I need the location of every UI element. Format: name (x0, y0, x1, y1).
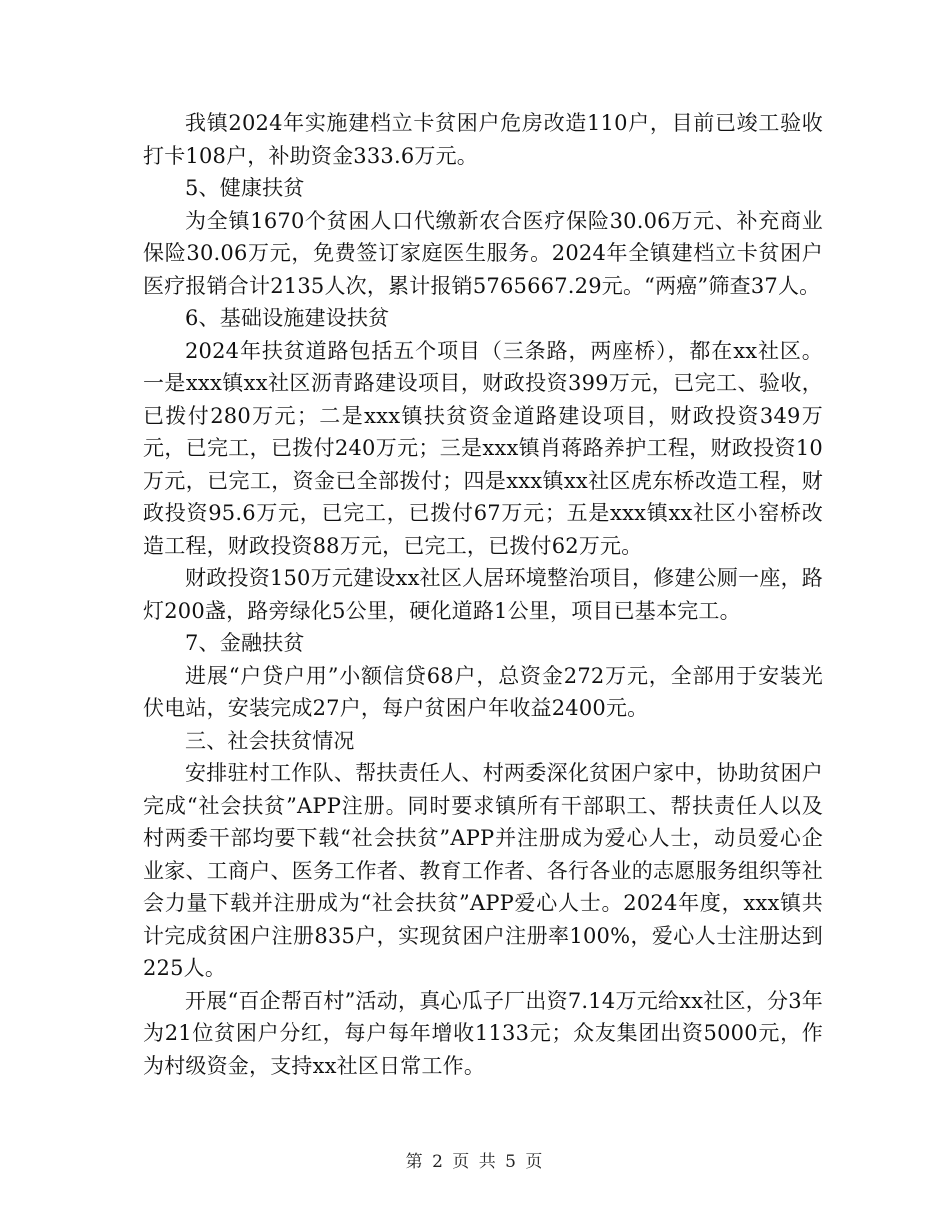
paragraph-enterprise: 开展“百企帮百村”活动，真心瓜子厂出资7.14万元给xx社区，分3年为21位贫困户分红，每户每年增收1133元；众友集团出资5000元，作为村级资金，支持xx社区日常工作。 (143, 988, 823, 1078)
document-body (143, 107, 823, 1082)
heading-health: 5、健康扶贫 (185, 176, 305, 200)
paragraph-social-app: 安排驻村工作队、帮扶责任人、村两委深化贫困户家中，协助贫困户完成“社会扶贫”APP注册。同时要求镇所有干部职工、帮扶责任人以及村两委干部均要下载“社会扶贫”APP并注册成为爱心人士，动员爱心企业家、工商户、医务工作者、教育工作者、各行各业的志愿服务组织等社会力量下载并注册成为“社会扶贫”APP爱心人士。2024年度，xxx镇共计完成贫困户注册835户，实现贫困户注册率100%，爱心人士注册达到225人。 (143, 761, 823, 980)
heading-infrastructure: 6、基础设施建设扶贫 (185, 306, 390, 330)
page-footer: 第 2 页 共 5 页 (405, 1152, 545, 1172)
paragraph-housing: 我镇2024年实施建档立卡贫困户危房改造110户，目前已竣工验收打卡108户，补助资金333.6万元。 (143, 111, 823, 168)
heading-social: 三、社会扶贫情况 (185, 728, 355, 753)
paragraph-environment: 财政投资150万元建设xx社区人居环境整治项目，修建公厕一座，路灯200盏，路旁绿化5公里，硬化道路1公里，项目已基本完工。 (143, 566, 823, 623)
heading-finance: 7、金融扶贫 (185, 631, 305, 655)
paragraph-finance: 进展“户贷户用”小额信贷68户，总资金272万元，全部用于安装光伏电站，安装完成27户，每户贫困户年收益2400元。 (143, 663, 823, 720)
paragraph-infrastructure: 2024年扶贫道路包括五个项目（三条路，两座桥），都在xx社区。一是xxx镇xx社区沥青路建设项目，财政投资399万元，已完工、验收，已拨付280万元；二是xxx镇扶贫资金道路建设项目，财政投资349万元，已完工，已拨付240万元；三是xxx镇肖蒋路养护工程，财政投资10万元，已完工，资金已全部拨付；四是xxx镇xx社区虎东桥改造工程，财政投资95.6万元，已完工，已拨付67万元；五是xxx镇xx社区小窑桥改造工程，财政投资88万元，已完工，已拨付62万元。 (143, 338, 823, 558)
paragraph-health: 为全镇1670个贫困人口代缴新农合医疗保险30.06万元、补充商业保险30.06万元，免费签订家庭医生服务。2024年全镇建档立卡贫困户医疗报销合计2135人次，累计报销5765667.29元。“两癌”筛查37人。 (143, 208, 823, 298)
